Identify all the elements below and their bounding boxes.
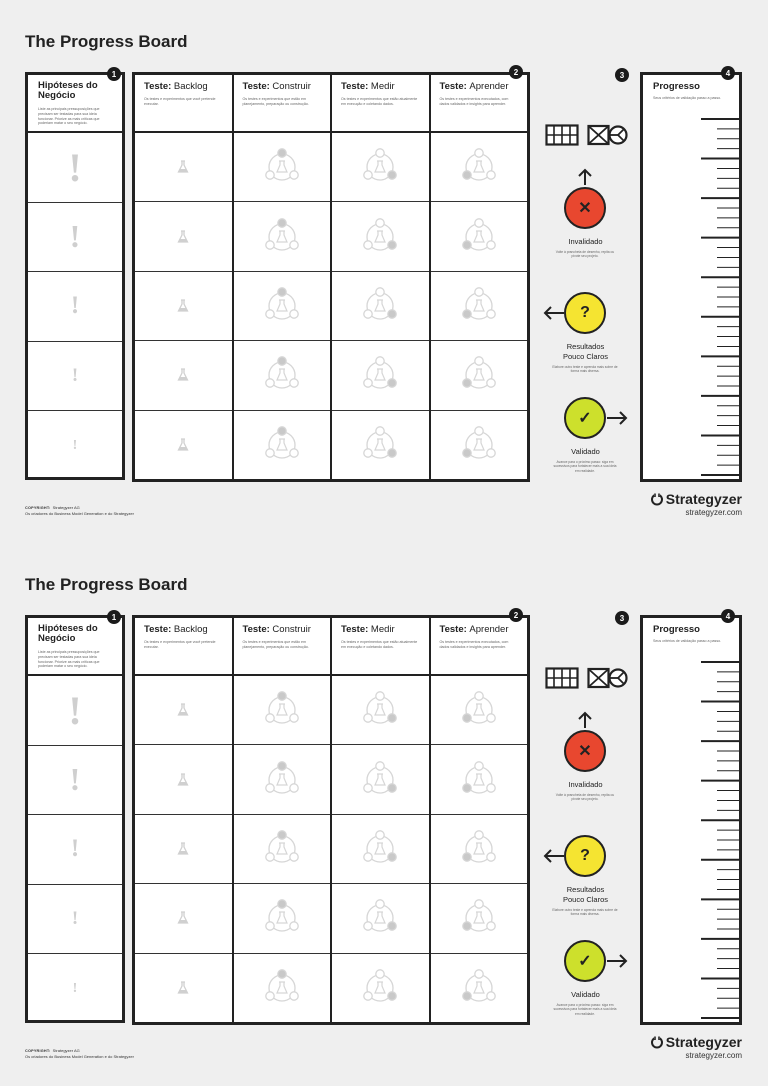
test-column-title: Teste: Aprender: [439, 81, 509, 92]
test-column-title: Teste: Backlog: [144, 624, 208, 635]
status-unclear[interactable]: [538, 292, 633, 382]
test-column-title: Teste: Construir: [242, 624, 311, 635]
experiment-cycle-icon: [360, 217, 400, 257]
test-column-title: Teste: Backlog: [144, 81, 208, 92]
experiment-cycle-icon: [262, 147, 302, 187]
test-column-header: [234, 75, 331, 133]
hypotheses-title: Hipóteses do Negócio: [38, 623, 98, 645]
validated-label: Validado: [571, 990, 600, 999]
invalidated-desc: Volte à prancheta de desenho, repita ou pivote seu projeto.: [555, 250, 615, 259]
experiment-cycle-icon: [360, 355, 400, 395]
status-invalidated[interactable]: [538, 187, 633, 267]
test-card-slot[interactable]: [234, 341, 331, 410]
test-column-desc: Os testes e experimentos executados, com dados validados e insights para aprender.: [439, 640, 509, 650]
arrow-right-icon: [605, 408, 629, 428]
board-title: The Progress Board: [25, 32, 188, 51]
brand-url: strategyzer.com: [685, 1051, 742, 1060]
test-card-slot[interactable]: [234, 954, 331, 1022]
exclamation-icon: !: [71, 365, 79, 387]
exclamation-icon: !: [69, 218, 81, 255]
progress-header: [643, 618, 739, 658]
flask-icon: [176, 160, 190, 174]
experiment-cycle-icon: [459, 690, 499, 730]
test-column-title: Teste: Medir: [341, 624, 395, 635]
brand[interactable]: [650, 491, 742, 517]
test-column-desc: Os testes e experimentos que estão atualmente em execução e coletando dados.: [341, 640, 418, 650]
arrow-right-icon: [605, 951, 629, 971]
hypotheses-desc: Liste as principais pressuposições que precisam ser testadas para sua ideia funcionar. Priorize as mais críticas que poderiam matar o seu negócio.: [38, 106, 100, 126]
progress-panel: [640, 615, 742, 1025]
hypothesis-slot[interactable]: [28, 676, 122, 746]
flask-icon: [176, 773, 190, 787]
test-card-slot[interactable]: [135, 815, 232, 884]
experiment-cycle-icon: [360, 286, 400, 326]
test-card-slot[interactable]: [431, 815, 528, 884]
test-column-header: [135, 618, 232, 676]
test-tube-icon: [587, 667, 629, 689]
test-card-slot[interactable]: [135, 676, 232, 745]
test-column-desc: Os testes e experimentos executados, com dados validados e insights para aprender.: [439, 97, 509, 107]
progress-panel: [640, 72, 742, 482]
flask-icon: [176, 981, 190, 995]
test-card-slot[interactable]: [234, 411, 331, 479]
test-card-slot[interactable]: [234, 676, 331, 745]
hypotheses-panel: [25, 615, 125, 1023]
strategyzer-logo-icon: [650, 492, 664, 506]
test-column-header: [332, 618, 429, 676]
test-card-slot[interactable]: [234, 202, 331, 271]
test-column-desc: Os testes e experimentos que você pretende executar.: [144, 640, 216, 650]
flask-icon: [176, 438, 190, 452]
step-badge-4: 4: [721, 609, 735, 623]
step-badge-1: 1: [107, 610, 121, 624]
hypotheses-header: [28, 618, 122, 676]
experiment-cycle-icon: [360, 147, 400, 187]
test-card-slot[interactable]: [135, 133, 232, 202]
hypothesis-slot[interactable]: [28, 746, 122, 816]
arrow-up-icon: [575, 167, 595, 187]
validated-desc: Avance para o próximo passo: siga em sucessivos para fortalecer mais a sua ideia em realidade.: [553, 460, 617, 473]
test-column-title: Teste: Medir: [341, 81, 395, 92]
step-badge-2: 2: [509, 608, 523, 622]
experiment-cycle-icon: [262, 829, 302, 869]
test-card-slot[interactable]: [234, 272, 331, 341]
experiment-cycle-icon: [262, 968, 302, 1008]
step-badge-1: 1: [107, 67, 121, 81]
progress-title: Progresso: [653, 81, 700, 92]
test-card-slot[interactable]: [135, 884, 232, 953]
unclear-icon: ?: [564, 835, 606, 877]
copyright: COPYRIGHT: Strategyzer AG Os criadores do Business Model Generation e do Strategyzer: [25, 505, 134, 517]
test-card-slot[interactable]: [431, 676, 528, 745]
hypothesis-slot[interactable]: [28, 885, 122, 955]
progress-ruler: [643, 660, 739, 1020]
progress-board-2: [0, 543, 768, 1086]
test-column-header: [431, 618, 528, 676]
arrow-up-icon: [575, 710, 595, 730]
test-card-slot[interactable]: [431, 745, 528, 814]
experiment-cycle-icon: [459, 147, 499, 187]
progress-header: [643, 75, 739, 115]
validated-desc: Avance para o próximo passo: siga em sucessivos para fortalecer mais a sua ideia em realidade.: [553, 1003, 617, 1016]
test-column-desc: Os testes e experimentos que estão em planejamento, preparação ou construção.: [242, 97, 309, 107]
validated-icon: ✓: [564, 940, 606, 982]
test-card-slot[interactable]: [135, 954, 232, 1022]
test-card-slot[interactable]: [332, 745, 429, 814]
experiment-cycle-icon: [360, 829, 400, 869]
status-column: [538, 663, 633, 1033]
test-card-slot[interactable]: [234, 745, 331, 814]
hypotheses-panel: [25, 72, 125, 480]
validated-label: Validado: [571, 447, 600, 456]
progress-desc: Seus critérios de validação passo a passo.: [653, 639, 722, 644]
test-card-slot[interactable]: [332, 884, 429, 953]
experiment-cycle-icon: [360, 898, 400, 938]
test-card-slot[interactable]: [332, 341, 429, 410]
status-icons: [545, 667, 629, 689]
experiment-cycle-icon: [459, 217, 499, 257]
calendar-grid-icon: [545, 124, 579, 146]
exclamation-icon: !: [69, 761, 81, 798]
status-validated[interactable]: [538, 940, 633, 1020]
exclamation-icon: !: [72, 438, 78, 454]
experiment-cycle-icon: [459, 829, 499, 869]
status-unclear[interactable]: [538, 835, 633, 925]
status-invalidated[interactable]: [538, 730, 633, 810]
test-card-slot[interactable]: [332, 411, 429, 479]
experiment-cycle-icon: [459, 968, 499, 1008]
brand-url: strategyzer.com: [685, 508, 742, 517]
hypothesis-slot[interactable]: [28, 133, 122, 203]
hypothesis-slot[interactable]: [28, 342, 122, 412]
test-column-build: [234, 618, 333, 1022]
brand[interactable]: [650, 1034, 742, 1060]
exclamation-icon: !: [70, 292, 80, 320]
test-column-build: [234, 75, 333, 479]
flask-icon: [176, 230, 190, 244]
step-badge-4: 4: [721, 66, 735, 80]
unclear-label: Resultados Pouco Claros: [562, 885, 609, 905]
test-card-slot[interactable]: [431, 272, 528, 341]
status-icons: [545, 124, 629, 146]
experiment-cycle-icon: [360, 690, 400, 730]
test-card-slot[interactable]: [431, 341, 528, 410]
exclamation-icon: !: [70, 835, 80, 863]
calendar-grid-icon: [545, 667, 579, 689]
hypothesis-slot[interactable]: [28, 815, 122, 885]
test-column-title: Teste: Aprender: [439, 624, 509, 635]
unclear-desc: Elabore outro teste e aprenda mais sobre de forma mais diversa.: [552, 365, 618, 374]
test-card-slot[interactable]: [431, 202, 528, 271]
step-badge-2: 2: [509, 65, 523, 79]
progress-ruler: [643, 117, 739, 477]
copyright: COPYRIGHT: Strategyzer AG Os criadores do Business Model Generation e do Strategyzer: [25, 1048, 134, 1060]
test-card-slot[interactable]: [431, 954, 528, 1022]
test-card-slot[interactable]: [135, 745, 232, 814]
test-card-slot[interactable]: [332, 954, 429, 1022]
test-card-slot[interactable]: [234, 815, 331, 884]
exclamation-icon: !: [68, 144, 82, 190]
experiment-cycle-icon: [459, 760, 499, 800]
hypotheses-header: [28, 75, 122, 133]
step-badge-3: 3: [615, 68, 629, 82]
test-card-slot[interactable]: [431, 884, 528, 953]
tests-panel: [132, 72, 530, 482]
arrow-left-icon: [542, 846, 566, 866]
unclear-label: Resultados Pouco Claros: [562, 342, 609, 362]
test-card-slot[interactable]: [135, 411, 232, 479]
test-card-slot[interactable]: [332, 676, 429, 745]
test-card-slot[interactable]: [135, 272, 232, 341]
step-badge-3: 3: [615, 611, 629, 625]
test-card-slot[interactable]: [234, 884, 331, 953]
test-column-desc: Os testes e experimentos que estão atualmente em execução e coletando dados.: [341, 97, 418, 107]
test-column-header: [135, 75, 232, 133]
invalidated-desc: Volte à prancheta de desenho, repita ou pivote seu projeto.: [555, 793, 615, 802]
experiment-cycle-icon: [262, 425, 302, 465]
invalidated-label: Invalidado: [568, 237, 603, 246]
experiment-cycle-icon: [262, 355, 302, 395]
experiment-cycle-icon: [360, 760, 400, 800]
test-card-slot[interactable]: [234, 133, 331, 202]
test-card-slot[interactable]: [332, 202, 429, 271]
test-column-desc: Os testes e experimentos que você pretende executar.: [144, 97, 216, 107]
test-column-title: Teste: Construir: [242, 81, 311, 92]
test-column-backlog: [135, 618, 234, 1022]
test-column-header: [234, 618, 331, 676]
hypothesis-slot[interactable]: [28, 411, 122, 481]
board-title: The Progress Board: [25, 575, 188, 594]
test-column-desc: Os testes e experimentos que estão em planejamento, preparação ou construção.: [242, 640, 309, 650]
strategyzer-logo-icon: [650, 1035, 664, 1049]
test-column-learn: [431, 618, 528, 1022]
exclamation-icon: !: [68, 687, 82, 733]
hypotheses-title: Hipóteses do Negócio: [38, 80, 98, 102]
experiment-cycle-icon: [262, 286, 302, 326]
test-card-slot[interactable]: [135, 341, 232, 410]
brand-name: Strategyzer: [650, 491, 742, 507]
invalidated-icon: ✕: [564, 730, 606, 772]
test-tube-icon: [587, 124, 629, 146]
status-column: [538, 120, 633, 490]
test-card-slot[interactable]: [332, 815, 429, 884]
validated-icon: ✓: [564, 397, 606, 439]
progress-title: Progresso: [653, 624, 700, 635]
exclamation-icon: !: [72, 981, 78, 997]
test-card-slot[interactable]: [431, 133, 528, 202]
test-column-measure: [332, 618, 431, 1022]
hypothesis-slot[interactable]: [28, 954, 122, 1024]
flask-icon: [176, 842, 190, 856]
test-card-slot[interactable]: [332, 133, 429, 202]
flask-icon: [176, 911, 190, 925]
unclear-desc: Elabore outro teste e aprenda mais sobre de forma mais diversa.: [552, 908, 618, 917]
experiment-cycle-icon: [262, 760, 302, 800]
arrow-left-icon: [542, 303, 566, 323]
experiment-cycle-icon: [262, 690, 302, 730]
test-column-backlog: [135, 75, 234, 479]
flask-icon: [176, 703, 190, 717]
experiment-cycle-icon: [360, 425, 400, 465]
unclear-icon: ?: [564, 292, 606, 334]
tests-panel: [132, 615, 530, 1025]
invalidated-label: Invalidado: [568, 780, 603, 789]
experiment-cycle-icon: [262, 898, 302, 938]
experiment-cycle-icon: [459, 898, 499, 938]
hypotheses-desc: Liste as principais pressuposições que precisam ser testadas para sua ideia funcionar. Priorize as mais críticas que poderiam matar o seu negócio.: [38, 649, 100, 669]
test-card-slot[interactable]: [431, 411, 528, 479]
experiment-cycle-icon: [459, 425, 499, 465]
experiment-cycle-icon: [459, 286, 499, 326]
test-card-slot[interactable]: [332, 272, 429, 341]
progress-desc: Seus critérios de validação passo a passo.: [653, 96, 722, 101]
hypothesis-slot[interactable]: [28, 203, 122, 273]
hypothesis-slot[interactable]: [28, 272, 122, 342]
experiment-cycle-icon: [459, 355, 499, 395]
test-column-header: [332, 75, 429, 133]
invalidated-icon: ✕: [564, 187, 606, 229]
exclamation-icon: !: [71, 908, 79, 930]
test-card-slot[interactable]: [135, 202, 232, 271]
flask-icon: [176, 368, 190, 382]
brand-name: Strategyzer: [650, 1034, 742, 1050]
test-column-header: [431, 75, 528, 133]
test-column-measure: [332, 75, 431, 479]
experiment-cycle-icon: [262, 217, 302, 257]
status-validated[interactable]: [538, 397, 633, 477]
flask-icon: [176, 299, 190, 313]
experiment-cycle-icon: [360, 968, 400, 1008]
test-column-learn: [431, 75, 528, 479]
